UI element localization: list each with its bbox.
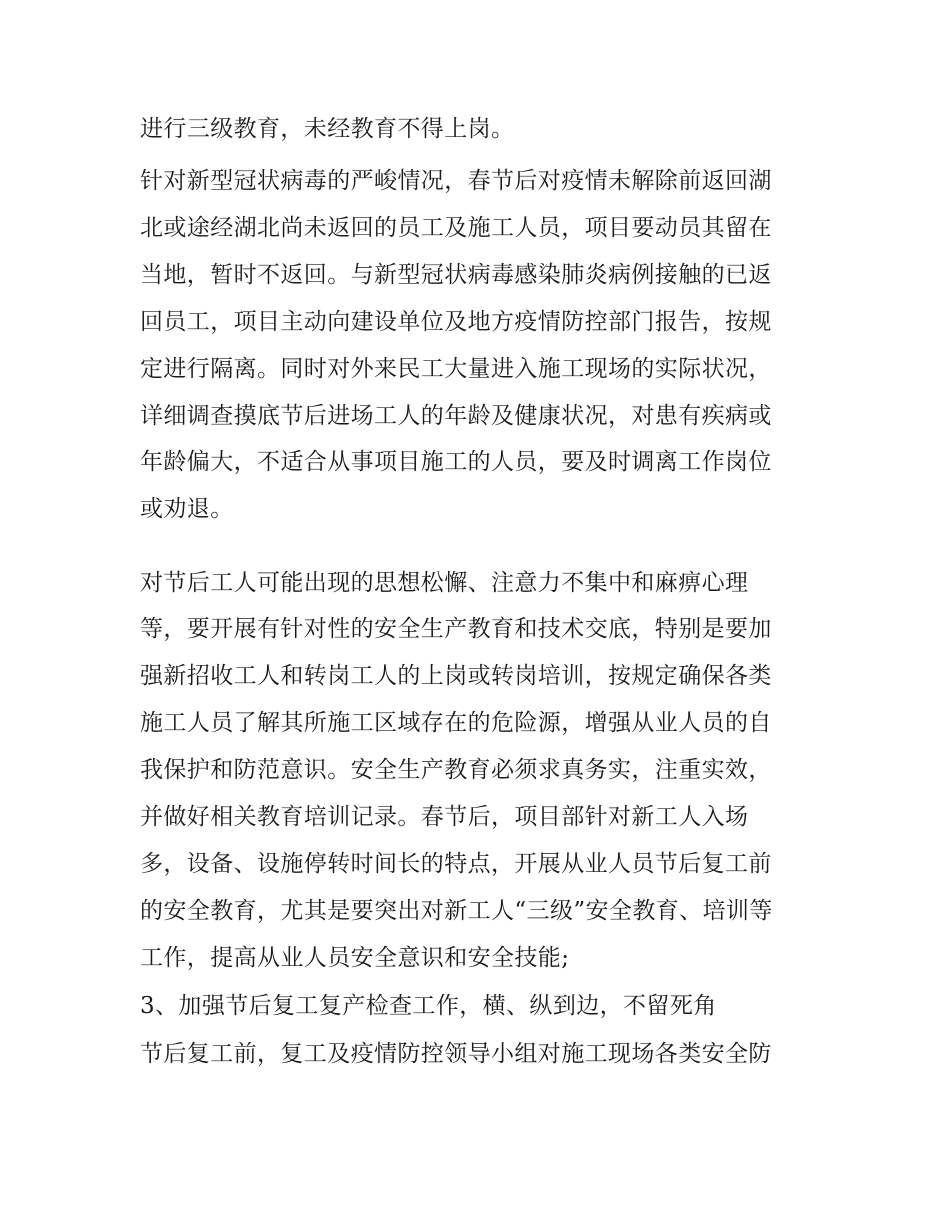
- text-line: 的安全教育，尤其是要突出对新工人“三级”安全教育、培训等: [140, 898, 773, 924]
- text-line: 定进行隔离。同时对外来民工大量进入施工现场的实际状况，: [140, 356, 772, 382]
- text-line: 或劝退。: [140, 496, 234, 522]
- text-line: 回员工，项目主动向建设单位及地方疫情防控部门报告，按规: [140, 309, 772, 335]
- text-line: 我保护和防范意识。安全生产教育必须求真务实，注重实效，: [140, 757, 772, 783]
- text-line: 详细调查摸底节后进场工人的年龄及健康状况，对患有疾病或: [140, 403, 772, 429]
- text-line: 工作，提高从业人员安全意识和安全技能;: [140, 945, 570, 971]
- text-line: 施工人员了解其所施工区域存在的危险源，增强从业人员的自: [140, 710, 772, 736]
- text-line: 多，设备、设施停转时间长的特点，开展从业人员节后复工前: [140, 851, 772, 877]
- text-line: 北或途经湖北尚未返回的员工及施工人员，项目要动员其留在: [140, 215, 772, 241]
- text-line: 进行三级教育，未经教育不得上岗。: [140, 116, 515, 142]
- text-line: 对节后工人可能出现的思想松懈、注意力不集中和麻痹心理: [140, 570, 749, 596]
- text-line: 3、加强节后复工复产检查工作，横、纵到边，不留死角: [140, 993, 717, 1019]
- text-line: 强新招收工人和转岗工人的上岗或转岗培训，按规定确保各类: [140, 663, 772, 689]
- text-line: 针对新型冠状病毒的严峻情况，春节后对疫情未解除前返回湖: [140, 168, 772, 194]
- text-line: 等，要开展有针对性的安全生产教育和技术交底，特别是要加: [140, 616, 772, 642]
- text-line: 当地，暂时不返回。与新型冠状病毒感染肺炎病例接触的已返: [140, 262, 772, 288]
- text-line: 并做好相关教育培训记录。春节后，项目部针对新工人入场: [140, 804, 749, 830]
- text-line: 节后复工前，复工及疫情防控领导小组对施工现场各类安全防: [140, 1041, 772, 1067]
- text-line: 年龄偏大，不适合从事项目施工的人员，要及时调离工作岗位: [140, 449, 772, 475]
